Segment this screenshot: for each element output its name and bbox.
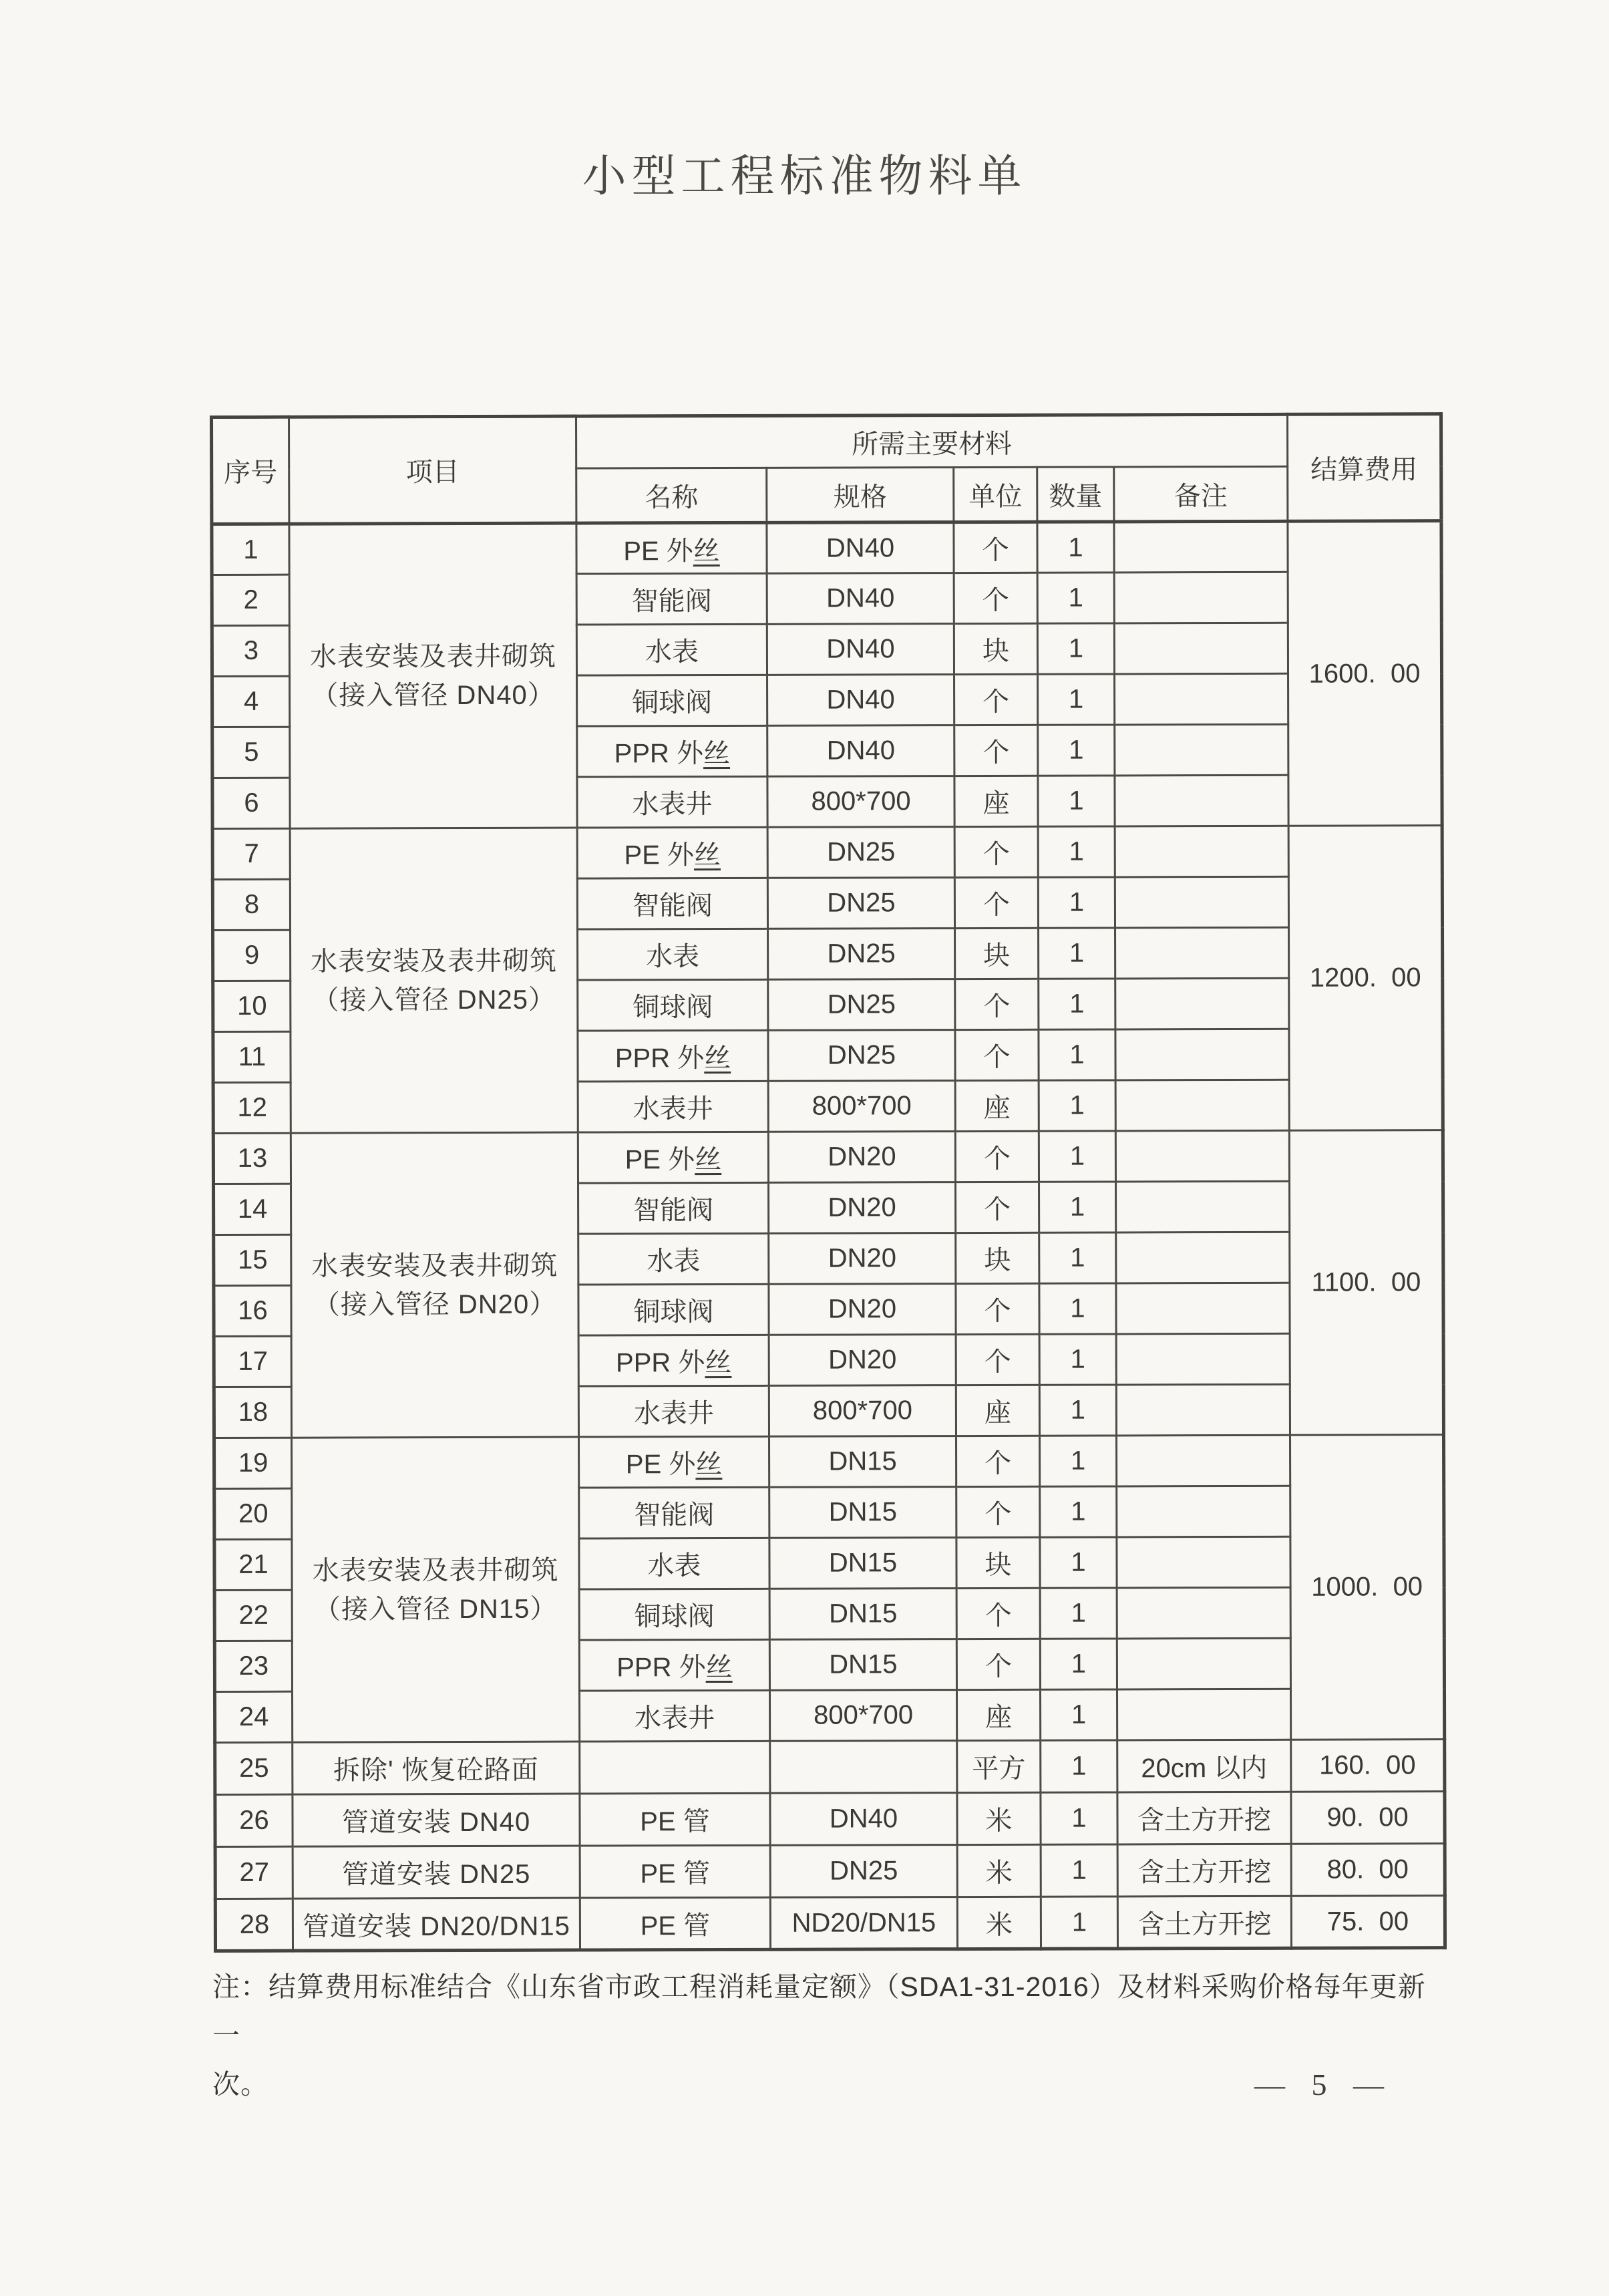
remark-cell [1115,1130,1289,1182]
remark-cell: 含土方开挖 [1117,1844,1291,1897]
seq-cell: 22 [214,1590,292,1641]
underlined-char: 丝 [703,738,731,769]
remark-cell [1114,623,1288,674]
project-line: （接入管径 DN25） [312,985,556,1015]
seq-cell: 5 [212,727,290,778]
qty-cell: 1 [1041,1740,1117,1792]
material-row [214,1435,1444,1489]
spec-cell: DN25 [770,1845,957,1898]
spec-cell: ND20/DN15 [770,1897,957,1950]
spec-cell: DN15 [769,1436,956,1488]
spec-cell: DN20 [769,1182,956,1234]
seq-cell: 1 [212,524,289,575]
footnote-line: 次。 [212,2069,269,2100]
qty-cell: 1 [1039,1080,1115,1131]
spec-cell: DN40 [767,725,954,777]
unit-cell: 块 [956,1537,1040,1588]
unit-cell: 个 [955,1131,1039,1182]
fee-cell: 1100. 00 [1289,1130,1443,1436]
unit-cell: 座 [955,1080,1039,1131]
spec-cell: DN20 [768,1132,955,1183]
spec-cell: DN20 [769,1284,956,1335]
qty-cell: 1 [1041,1844,1117,1897]
unit-cell: 米 [957,1844,1041,1897]
project-line: （接入管径 DN40） [311,680,555,711]
project-line: 水表安装及表井砌筑 [311,946,558,977]
qty-cell: 1 [1040,1436,1117,1486]
qty-cell: 1 [1039,1334,1116,1385]
unit-cell: 块 [955,928,1039,979]
name-cell: 智能阀 [578,1182,769,1234]
project-line: （接入管径 DN15） [313,1594,558,1625]
remark-cell [1115,826,1288,877]
remark-cell [1115,724,1288,776]
fee-cell: 1200. 00 [1288,826,1443,1131]
header-row-1 [212,414,1441,470]
qty-cell: 1 [1040,1537,1117,1588]
remark-cell [1117,1689,1290,1740]
seq-cell: 10 [213,981,291,1031]
spec-cell: DN40 [767,675,954,726]
seq-cell: 3 [212,625,289,676]
remark-cell [1115,927,1289,979]
underlined-char: 丝 [705,1347,732,1378]
spec-cell: 800*700 [769,1385,956,1437]
seq-cell: 13 [213,1133,291,1184]
project-line: 水表安装及表井砌筑 [311,1251,558,1281]
unit-cell: 座 [956,1689,1040,1740]
qty-cell: 1 [1039,1283,1116,1334]
name-cell: PE 外丝 [578,1132,768,1183]
project-cell [291,1132,578,1438]
underlined-char: 丝 [704,1043,731,1074]
name-cell: PE 管 [580,1845,770,1898]
remark-cell: 含土方开挖 [1117,1896,1291,1949]
unit-cell: 个 [954,725,1038,776]
name-cell: PE 外丝 [577,827,767,878]
qty-cell: 1 [1039,1182,1116,1233]
seq-cell: 23 [214,1641,292,1691]
fee-cell: 1600. 00 [1288,521,1442,826]
remark-cell [1115,1080,1289,1131]
remark-cell [1115,876,1288,928]
name-cell: 智能阀 [577,878,767,929]
name-cell: PPR 外丝 [578,1030,768,1082]
spec-cell: DN15 [769,1487,956,1538]
seq-cell: 20 [214,1488,292,1539]
underlined-char: 丝 [695,1144,722,1175]
seq-cell: 24 [215,1691,293,1742]
qty-cell: 1 [1039,1131,1115,1182]
project-cell [290,828,578,1133]
spec-cell: DN25 [768,929,955,980]
seq-cell: 15 [214,1235,291,1285]
underlined-char: 丝 [705,1652,733,1683]
project-cell: 管道安装 DN25 [293,1846,580,1899]
remark-cell [1115,1029,1289,1080]
qty-cell: 1 [1038,826,1115,877]
unit-cell: 块 [954,623,1037,674]
unit-cell: 块 [956,1233,1039,1283]
name-cell: PE 管 [580,1793,770,1846]
unit-cell: 个 [955,1029,1039,1080]
name-cell: PPR 外丝 [579,1639,769,1691]
unit-cell: 个 [956,1588,1040,1639]
qty-cell: 1 [1039,979,1115,1029]
project-cell [289,523,577,828]
spec-cell: DN25 [767,878,954,929]
name-cell: 水表井 [577,776,767,828]
unit-cell: 米 [957,1897,1041,1949]
remark-cell [1117,1536,1290,1588]
qty-cell: 1 [1039,928,1115,979]
unit-cell: 座 [954,776,1038,826]
name-cell: PPR 外丝 [578,1335,769,1386]
unit-cell: 个 [954,826,1038,877]
material-row [215,1896,1445,1951]
table-body [212,521,1445,1951]
unit-cell: 个 [956,1283,1039,1334]
header-remark: 备注 [1114,466,1288,522]
spec-cell: DN40 [767,624,954,675]
name-cell: PE 管 [580,1897,770,1950]
seq-cell: 17 [214,1336,291,1387]
unit-cell: 座 [956,1385,1039,1436]
material-row [215,1792,1445,1847]
qty-cell: 1 [1038,674,1115,725]
name-cell: PPR 外丝 [577,725,767,777]
footnote-line: 注：结算费用标准结合《山东省市政工程消耗量定额》（SDA1-31-2016）及材料采购价格每年更新一 [212,1971,1426,2051]
seq-cell: 6 [212,778,290,828]
fee-cell: 160. 00 [1291,1740,1445,1792]
name-cell: 水表井 [578,1081,768,1132]
spec-cell: DN40 [767,573,954,625]
spec-cell: 800*700 [768,1081,955,1132]
name-cell: 铜球阀 [577,675,767,726]
spec-cell: DN25 [768,1030,955,1082]
project-line: 水表安装及表井砌筑 [309,641,557,672]
remark-cell [1114,521,1288,572]
spec-cell: DN25 [767,827,954,878]
spec-cell: 800*700 [767,776,954,828]
unit-cell: 个 [956,1334,1039,1385]
header-qty: 数量 [1037,467,1114,522]
remark-cell [1114,572,1288,623]
remark-cell [1117,1435,1290,1486]
seq-cell: 2 [212,575,289,625]
seq-cell: 26 [215,1794,293,1846]
remark-cell [1115,775,1288,826]
header-spec: 规格 [767,468,954,523]
unit-cell: 个 [954,674,1038,725]
remark-cell [1116,1232,1290,1283]
qty-cell: 1 [1041,1897,1117,1949]
underlined-char: 丝 [695,1449,723,1480]
qty-cell: 1 [1038,877,1115,928]
unit-cell: 个 [956,1639,1040,1689]
seq-cell: 9 [213,930,291,981]
qty-cell: 1 [1038,776,1115,826]
unit-cell: 个 [954,522,1037,572]
name-cell: 水表 [578,1233,769,1285]
seq-cell: 19 [214,1438,292,1488]
fee-cell: 1000. 00 [1290,1435,1445,1740]
name-cell: 智能阀 [576,573,767,625]
unit-cell: 个 [954,572,1037,623]
unit-cell: 个 [956,1436,1040,1486]
project-cell: 拆除' 恢复砼路面 [293,1742,580,1794]
seq-cell: 14 [214,1184,291,1235]
remark-cell [1117,1486,1290,1537]
qty-cell: 1 [1039,1385,1116,1436]
header-unit: 单位 [954,467,1037,522]
page-number: — 5 — [1254,2068,1393,2102]
seq-cell: 4 [212,676,290,727]
seq-cell: 16 [214,1285,291,1336]
name-cell: 铜球阀 [578,1284,769,1335]
name-cell: 水表井 [578,1385,769,1437]
qty-cell: 1 [1039,1233,1116,1283]
qty-cell: 1 [1037,572,1114,623]
remark-cell: 含土方开挖 [1117,1792,1291,1844]
spec-cell: DN40 [770,1793,957,1846]
qty-cell: 1 [1040,1639,1117,1689]
remark-cell [1116,1181,1290,1233]
seq-cell: 12 [213,1082,291,1133]
seq-cell: 25 [215,1742,293,1794]
project-cell: 管道安装 DN40 [293,1794,580,1846]
seq-cell: 8 [212,879,290,930]
spec-cell: DN15 [769,1639,956,1691]
spec-cell: DN20 [769,1335,956,1386]
seq-cell: 7 [212,828,290,879]
header-materials-group: 所需主要材料 [576,414,1288,468]
spec-cell: DN40 [767,522,954,574]
spec-cell: DN15 [769,1589,956,1640]
table-header [212,414,1441,524]
fee-cell: 75. 00 [1291,1896,1445,1949]
name-cell [580,1741,770,1794]
unit-cell: 个 [955,979,1039,1029]
qty-cell: 1 [1040,1588,1117,1639]
unit-cell: 平方 [957,1740,1041,1792]
remark-cell: 20cm 以内 [1117,1740,1291,1792]
name-cell: PE 外丝 [579,1436,769,1488]
remark-cell [1116,1384,1290,1436]
remark-cell [1117,1587,1290,1639]
name-cell: 铜球阀 [578,979,768,1031]
spec-cell: DN15 [769,1538,956,1589]
spec-cell [770,1741,957,1794]
project-line: 水表安装及表井砌筑 [312,1555,559,1586]
spec-cell: DN20 [769,1233,956,1285]
remark-cell [1115,673,1288,725]
material-row [212,826,1442,880]
qty-cell: 1 [1038,725,1115,776]
seq-cell: 21 [214,1539,292,1590]
seq-cell: 11 [213,1031,291,1082]
page-title: 小型工程标准物料单 [582,152,1027,201]
underlined-char: 丝 [693,536,720,566]
remark-cell [1116,1333,1290,1385]
qty-cell: 1 [1040,1689,1117,1740]
material-row [215,1844,1445,1899]
name-cell: PE 外丝 [576,522,767,574]
header-project: 项目 [289,416,576,524]
spec-cell: DN25 [768,979,955,1031]
material-row [215,1740,1445,1795]
qty-cell: 1 [1037,623,1114,674]
remark-cell [1116,1283,1290,1334]
materials-table [210,412,1447,1953]
header-name: 名称 [576,468,767,523]
qty-cell: 1 [1037,522,1114,572]
unit-cell: 米 [957,1792,1041,1844]
qty-cell: 1 [1041,1792,1117,1844]
seq-cell: 27 [215,1846,293,1899]
name-cell: 水表 [578,929,768,980]
name-cell: 水表 [579,1538,769,1589]
header-fee: 结算费用 [1288,414,1441,522]
unit-cell: 个 [956,1182,1039,1233]
remark-cell [1115,978,1289,1029]
name-cell: 水表 [576,624,767,675]
project-line: （接入管径 DN20） [313,1289,557,1320]
project-cell: 管道安装 DN20/DN15 [293,1898,580,1951]
project-cell [292,1437,580,1742]
header-seq: 序号 [212,417,289,524]
material-row [212,521,1441,575]
qty-cell: 1 [1040,1486,1117,1537]
seq-cell: 28 [215,1899,293,1951]
fee-cell: 90. 00 [1291,1792,1445,1844]
name-cell: 铜球阀 [579,1589,769,1640]
underlined-char: 丝 [693,840,721,870]
name-cell: 水表井 [579,1690,769,1742]
name-cell: 智能阀 [579,1487,769,1538]
remark-cell [1117,1638,1290,1689]
unit-cell: 个 [954,877,1038,928]
spec-cell: 800*700 [769,1690,956,1742]
seq-cell: 18 [214,1387,291,1438]
qty-cell: 1 [1039,1029,1115,1080]
material-row [213,1130,1443,1184]
fee-cell: 80. 00 [1291,1844,1445,1897]
unit-cell: 个 [956,1486,1040,1537]
